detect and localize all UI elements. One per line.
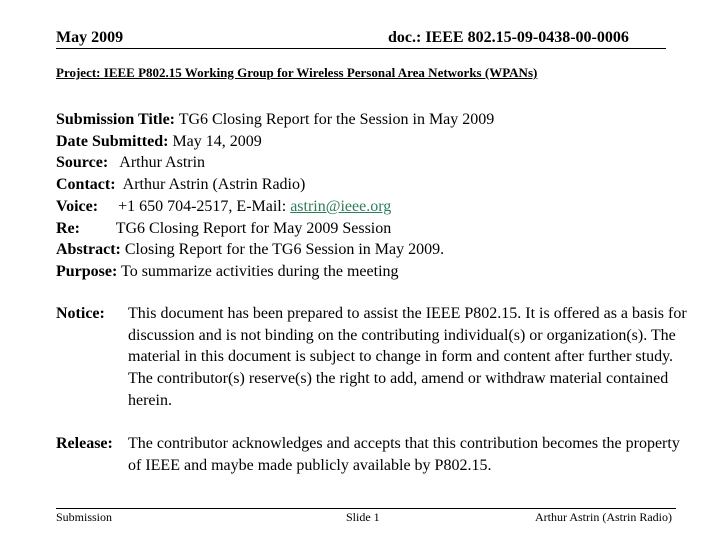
notice-text: This document has been prepared to assist the IEEE P802.15. It is offered as a basis for discussion and is not binding on the contributing individual(s) or organization(s). The material in this document is subject to change in form and content after further study. The contributor(s) reserve(s) the right to add, amend or withdraw material contained herein. xyxy=(128,305,687,409)
source-value: Arthur Astrin xyxy=(108,154,206,172)
re-label: Re: xyxy=(56,219,80,237)
contact-value: Arthur Astrin (Astrin Radio) xyxy=(115,176,306,194)
purpose-label: Purpose: xyxy=(56,262,118,280)
voice-value: +1 650 704-2517, E-Mail: xyxy=(98,197,291,215)
submission-details xyxy=(56,109,494,283)
re-value: TG6 Closing Report for May 2009 Session xyxy=(79,219,392,237)
project-line: Project: IEEE P802.15 Working Group for Wireless Personal Area Networks (WPANs) xyxy=(56,65,538,80)
footer-submission: Submission xyxy=(56,510,113,524)
source-label: Source: xyxy=(56,154,109,172)
abstract-line xyxy=(56,239,494,261)
release-text: The contributor acknowledges and accepts that this contribution becomes the property of IEEE and maybe made publicly available by P802.15. xyxy=(128,435,680,474)
source-line xyxy=(56,152,494,174)
voice-line xyxy=(56,196,494,218)
header-date: May 2009 xyxy=(56,29,124,46)
date-submitted-line xyxy=(56,131,494,153)
contact-line xyxy=(56,174,494,196)
email-link[interactable]: astrin@ieee.org xyxy=(290,197,392,215)
footer-rule xyxy=(56,508,676,509)
notice-label: Notice: xyxy=(56,305,105,322)
voice-label: Voice: xyxy=(56,197,99,215)
release-label: Release: xyxy=(56,435,113,452)
header-rule xyxy=(56,48,666,49)
contact-label: Contact: xyxy=(56,176,116,194)
abstract-label: Abstract: xyxy=(56,241,121,259)
header-doc-id: doc.: IEEE 802.15-09-0438-00-0006 xyxy=(388,29,629,46)
submission-title-line xyxy=(56,109,494,131)
date-submitted-label: Date Submitted: xyxy=(56,132,169,150)
footer-slide-number: Slide 1 xyxy=(346,510,380,524)
purpose-value: To summarize activities during the meeting xyxy=(117,262,399,280)
date-submitted-value: May 14, 2009 xyxy=(168,132,262,150)
footer-author: Arthur Astrin (Astrin Radio) xyxy=(535,510,672,524)
submission-title-value: TG6 Closing Report for the Session in May 2009 xyxy=(175,111,495,128)
submission-title-label: Submission Title: xyxy=(56,111,176,128)
purpose-line xyxy=(56,261,494,283)
re-line xyxy=(56,218,494,240)
abstract-value: Closing Report for the TG6 Session in May 2009. xyxy=(120,241,445,259)
